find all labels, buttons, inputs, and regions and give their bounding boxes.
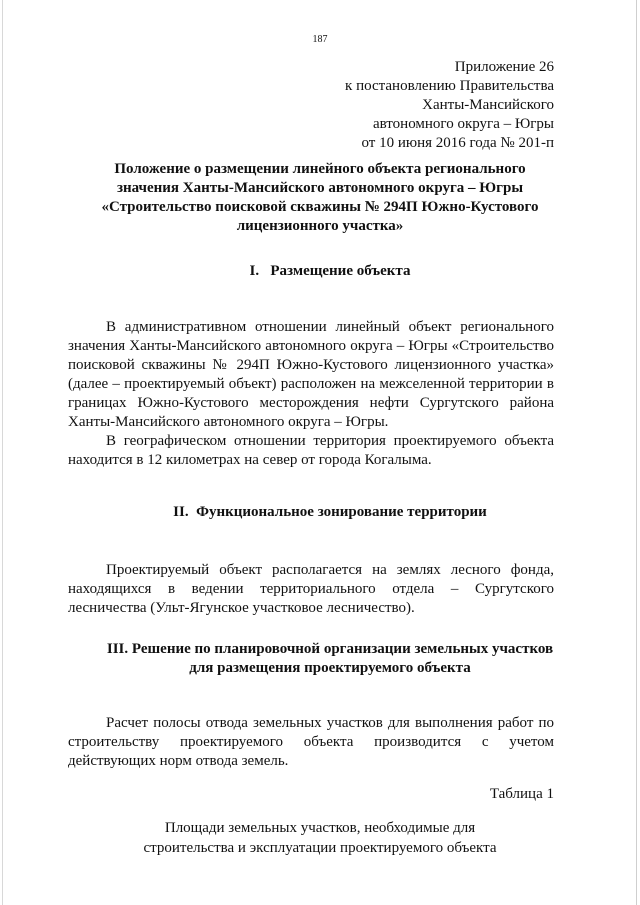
table-caption [70, 818, 570, 858]
table-caption-line: строительства и эксплуатации проектируемого объекта [143, 840, 497, 856]
section-1-body [68, 318, 554, 470]
approval-line: автономного округа – Югры [372, 116, 554, 132]
scan-edge-left [2, 0, 3, 905]
paragraph: В географическом отношении территория проектируемого объекта находится в 12 километрах на север от города Когалыма. [68, 433, 554, 468]
section-3-body [68, 714, 554, 771]
section-3-heading-line: для размещения проектируемого объекта [189, 660, 471, 676]
title-line: «Строительство поисковой скважины № 294П Южно-Кустового [101, 199, 539, 215]
table-caption-line: Площади земельных участков, необходимые для [164, 820, 476, 836]
title-line: лицензионного участка» [236, 218, 404, 234]
section-3-heading-line: III. Решение по планировочной организации земельных участков [106, 641, 554, 657]
scan-edge-right [636, 0, 637, 905]
section-1-heading: I. Размещение объекта [249, 263, 411, 279]
paragraph: В административном отношении линейный объект регионального значения Ханты-Мансийского автономного округа – Югры «Строительство поисковой скважины № 294П Южно-Кустового лицензионного участка» (далее – проектируемый объект) расположен на межселенной территории в границах Южно-Кустового месторождения нефти Сургутского района Ханты-Мансийского автономного округа – Югры. [68, 319, 554, 430]
section-2-body [68, 561, 554, 618]
document-title [70, 160, 570, 236]
approval-line: к постановлению Правительства [345, 78, 554, 94]
approval-line: Приложение 26 [454, 59, 554, 75]
approval-line: от 10 июня 2016 года № 201-п [361, 135, 554, 151]
paragraph: Расчет полосы отвода земельных участков для выполнения работ по строительству проектируемого объекта производится с учетом действующих норм отвода земель. [68, 715, 554, 769]
approval-line: Ханты-Мансийского [422, 97, 554, 113]
approval-block [224, 58, 554, 153]
title-line: значения Ханты-Мансийского автономного округа – Югры [116, 180, 524, 196]
title-line: Положение о размещении линейного объекта регионального [114, 161, 526, 177]
section-2-heading: II. Функциональное зонирование территории [173, 504, 487, 520]
table-label: Таблица 1 [489, 786, 554, 802]
page-number: 187 [312, 34, 328, 45]
section-3-heading [70, 640, 590, 678]
paragraph: Проектируемый объект располагается на землях лесного фонда, находящихся в ведении территориального отдела – Сургутского лесничества (Ульт-Ягунское участковое лесничество). [68, 562, 554, 616]
